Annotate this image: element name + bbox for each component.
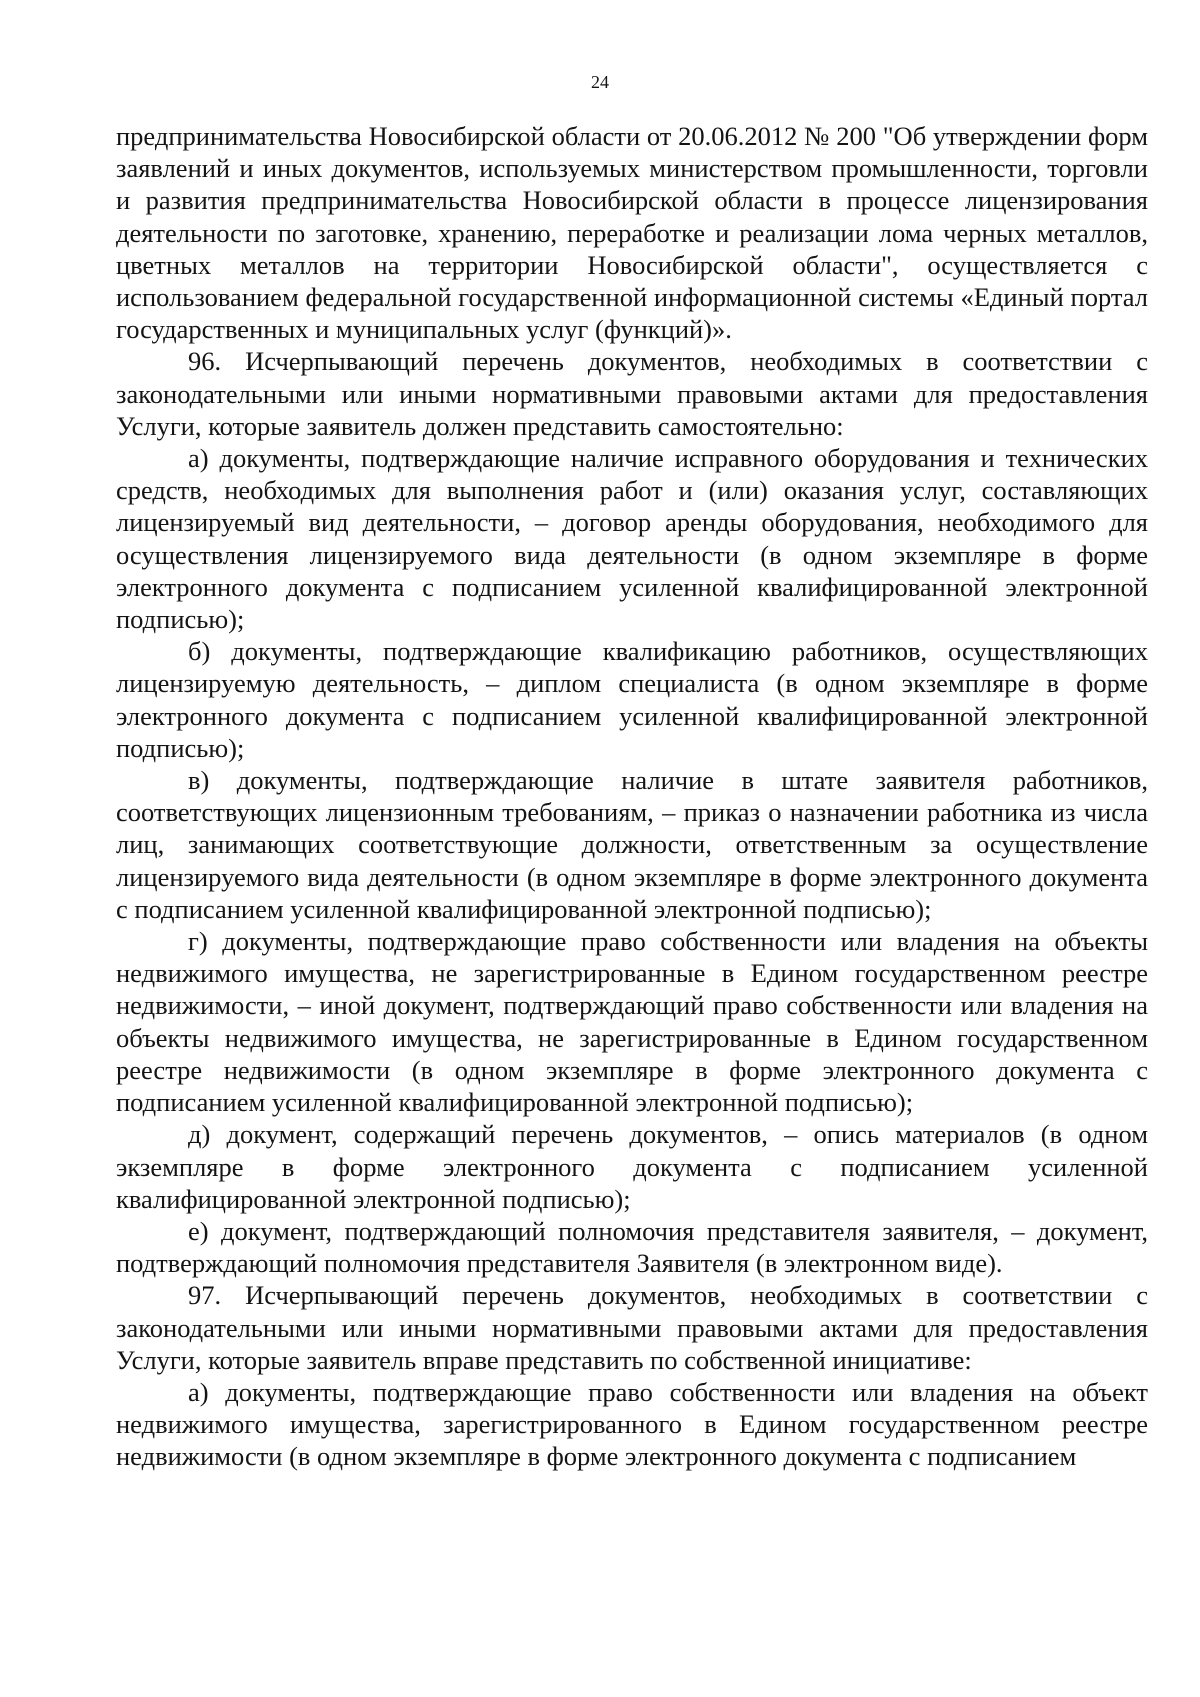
paragraph-item-96-e: е) документ, подтверждающий полномочия представителя заявителя, – документ, подтверждающий полномочия представителя Заявителя (в электронном виде). xyxy=(116,1215,1148,1279)
paragraph-item-96-a: а) документы, подтверждающие наличие исправного оборудования и технических средств, необходимых для выполнения работ и (или) оказания услуг, составляющих лицензируемый вид деятельности, – договор аренды оборудования, необходимого для осуществления лицензируемого вида деятельности (в одном экземпляре в форме электронного документа с подписанием усиленной квалифицированной электронной подписью); xyxy=(116,443,1148,635)
paragraph-item-96: 96. Исчерпывающий перечень документов, необходимых в соответствии с законодательными или иными нормативными правовыми актами для предоставления Услуги, которые заявитель должен представить самостоятельно: xyxy=(116,346,1148,441)
paragraph-continuation: предпринимательства Новосибирской области от 20.06.2012 № 200 "Об утверждении форм заявлений и иных документов, используемых министерством промышленности, торговли и развития предпринимательства Новосибирской области в процессе лицензирования деятельности по заготовке, хранению, переработке и реализации лома черных металлов, цветных металлов на территории Новосибирской области", осуществляется с использованием федеральной государственной информационной системы «Единый портал государственных и муниципальных услуг (функций)». xyxy=(116,121,1148,345)
paragraph-item-96-g: г) документы, подтверждающие право собственности или владения на объекты недвижимого имущества, не зарегистрированные в Едином государственном реестре недвижимости, – иной документ, подтверждающий право собственности или владения на объекты недвижимого имущества, не зарегистрированные в Едином государственном реестре недвижимости (в одном экземпляре в форме электронного документа с подписанием усиленной квалифицированной электронной подписью); xyxy=(116,926,1148,1118)
paragraph-item-96-d: д) документ, содержащий перечень документов, – опись материалов (в одном экземпляре в форме электронного документа с подписанием усиленной квалифицированной электронной подписью); xyxy=(116,1119,1148,1214)
page-number: 24 xyxy=(591,72,609,92)
paragraph-item-96-b: б) документы, подтверждающие квалификацию работников, осуществляющих лицензируемую деятельность, – диплом специалиста (в одном экземпляре в форме электронного документа с подписанием усиленной квалифицированной электронной подписью); xyxy=(116,636,1148,763)
paragraph-item-97-a: а) документы, подтверждающие право собственности или владения на объект недвижимого имущества, зарегистрированного в Едином государственном реестре недвижимости (в одном экземпляре в форме электронного документа с подписанием xyxy=(116,1376,1148,1472)
document-body xyxy=(116,120,1148,1473)
paragraph-item-96-v: в) документы, подтверждающие наличие в штате заявителя работников, соответствующих лицензионным требованиям, – приказ о назначении работника из числа лиц, занимающих соответствующие должности, ответственным за осуществление лицензируемого вида деятельности (в одном экземпляре в форме электронного документа с подписанием усиленной квалифицированной электронной подписью); xyxy=(116,765,1148,924)
paragraph-item-97: 97. Исчерпывающий перечень документов, необходимых в соответствии с законодательными или иными нормативными правовыми актами для предоставления Услуги, которые заявитель вправе представить по собственной инициативе: xyxy=(116,1280,1148,1375)
